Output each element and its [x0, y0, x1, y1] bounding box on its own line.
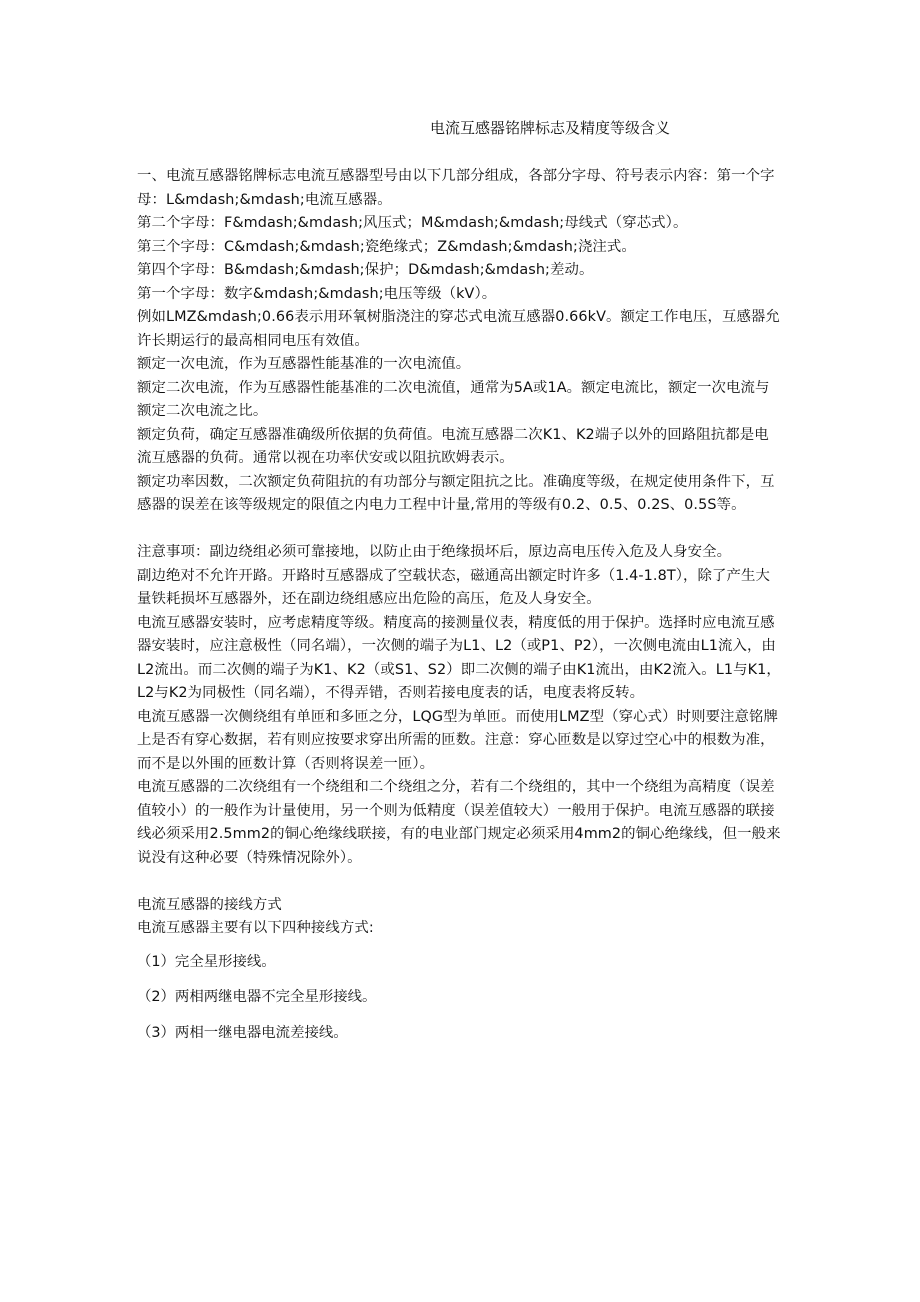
- paragraph: 电流互感器安装时，应考虑精度等级。精度高的接测量仪表，精度低的用于保护。选择时应电流互感器安装时，应注意极性（同名端），一次侧的端子为L1、L2（或P1、P2），一次侧电流由L1流入，由L2流出。而二次侧的端子为K1、K2（或S1、S2）即二次侧的端子由K1流出，由K2流入。L1与K1，L2与K2为同极性（同名端），不得弄错，否则若接电度表的话，电度表将反转。: [137, 614, 781, 701]
- list-item: （2）两相两继电器不完全星形接线。: [137, 989, 377, 1005]
- paragraph: 额定二次电流，作为互感器性能基准的二次电流值，通常为5A或1A。额定电流比，额定一次电流与额定二次电流之比。: [137, 379, 770, 419]
- paragraph: 一、电流互感器铭牌标志电流互感器型号由以下几部分组成，各部分字母、符号表示内容：第一个字母：L&mdash;&mdash;电流互感器。: [137, 168, 775, 208]
- paragraph: 第二个字母：F&mdash;&mdash;风压式；M&mdash;&mdash;母线式（穿芯式）。: [137, 215, 688, 231]
- paragraph: 副边绝对不允许开路。开路时互感器成了空载状态，磁通高出额定时许多（1.4-1.8T），除了产生大量铁耗损坏互感器外，还在副边绕组感应出危险的高压，危及人身安全。: [137, 567, 770, 607]
- paragraph: 第三个字母：C&mdash;&mdash;瓷绝缘式；Z&mdash;&mdash;浇注式。: [137, 238, 636, 255]
- paragraph: 额定功率因数，二次额定负荷阻抗的有功部分与额定阻抗之比。准确度等级，在规定使用条件下，互感器的误差在该等级规定的限值之内电力工程中计量,常用的等级有0.2、0.5、0.2S、0.5S等。: [137, 473, 775, 513]
- paragraph: 注意事项：副边绕组必须可靠接地，以防止由于绝缘损坏后，原边高电压传入危及人身安全。: [137, 544, 732, 560]
- paragraph-gap: [137, 870, 782, 894]
- section-heading: 电流互感器的接线方式: [137, 896, 282, 913]
- paragraph: 额定一次电流，作为互感器性能基准的一次电流值。: [137, 356, 471, 372]
- list-item: （3）两相一继电器电流差接线。: [137, 1024, 348, 1041]
- section-intro: 电流互感器主要有以下四种接线方式:: [137, 920, 374, 936]
- paragraph: 第一个字母：数字&mdash;&mdash;电压等级（kV）。: [137, 285, 497, 302]
- paragraph-gap: [137, 518, 782, 542]
- document-body: [137, 165, 782, 1045]
- list-item: （1）完全星形接线。: [137, 953, 276, 970]
- paragraph: 第四个字母：B&mdash;&mdash;保护；D&mdash;&mdash;差动。: [137, 262, 594, 278]
- paragraph: 电流互感器的二次绕组有一个绕组和二个绕组之分，若有二个绕组的，其中一个绕组为高精度（误差值较小）的一般作为计量使用，另一个则为低精度（误差值较大）一般用于保护。电流互感器的联接线必须采用2.5mm2的铜心绝缘线联接，有的电业部门规定必须采用4mm2的铜心绝缘线，但一般来说没有这种必要（特殊情况除外）。: [137, 779, 781, 866]
- paragraph: 电流互感器一次侧绕组有单匝和多匝之分，LQG型为单匝。而使用LMZ型（穿心式）时则要注意铭牌上是否有穿心数据，若有则应按要求穿出所需的匝数。注意：穿心匝数是以穿过空心中的根数为准，而不是以外围的匝数计算（否则将误差一匝）。: [137, 708, 779, 772]
- paragraph: 额定负荷，确定互感器准确级所依据的负荷值。电流互感器二次K1、K2端子以外的回路阻抗都是电流互感器的负荷。通常以视在功率伏安或以阻抗欧姆表示。: [137, 426, 769, 466]
- paragraph: 例如LMZ&mdash;0.66表示用环氧树脂浇注的穿芯式电流互感器0.66kV。额定工作电压，互感器允许长期运行的最高相同电压有效值。: [137, 309, 780, 349]
- document-title: 电流互感器铭牌标志及精度等级含义: [430, 119, 671, 137]
